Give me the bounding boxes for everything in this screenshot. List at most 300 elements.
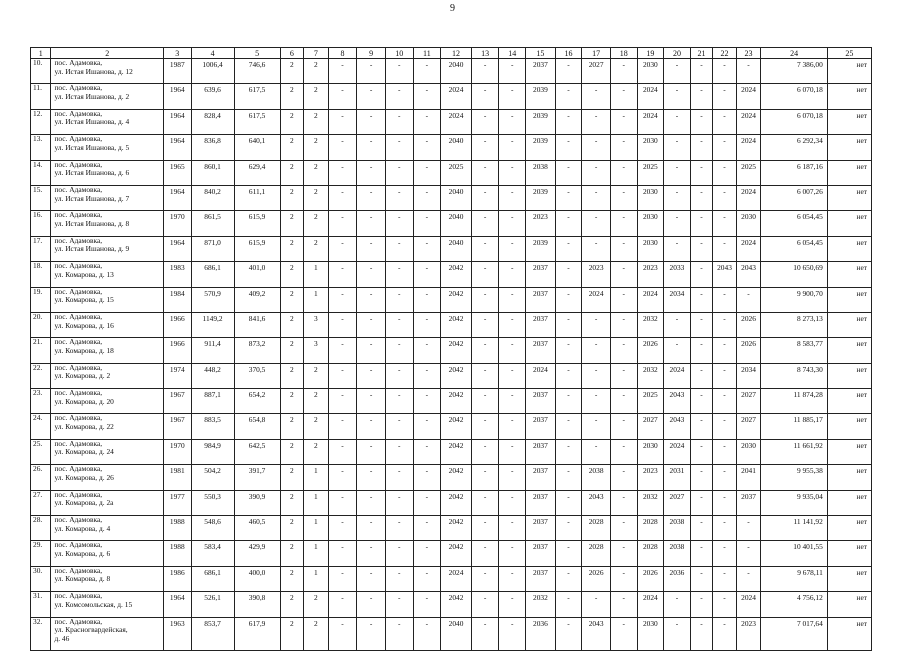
address-cell: [51, 312, 164, 337]
row-number: 24.: [31, 414, 51, 439]
value-cell-col-18: -: [610, 566, 637, 591]
value-cell-col-14: -: [499, 439, 526, 464]
value-cell-col-16: -: [555, 338, 582, 363]
value-cell-col-4: 836,8: [191, 135, 234, 160]
value-cell-col-15: 2038: [526, 160, 556, 185]
address-cell: [51, 516, 164, 541]
value-cell-col-20: -: [664, 211, 691, 236]
status-cell: нет: [827, 160, 871, 185]
value-cell-col-14: -: [499, 541, 526, 566]
value-cell-col-12: 2040: [441, 236, 472, 261]
value-cell-col-22: -: [713, 84, 737, 109]
value-cell-col-12: 2042: [441, 592, 472, 617]
value-cell-col-14: -: [499, 363, 526, 388]
value-cell-col-15: 2037: [526, 414, 556, 439]
value-cell-col-11: -: [413, 363, 441, 388]
value-cell-col-6: 2: [280, 541, 304, 566]
table-row: [31, 312, 872, 337]
value-cell-col-14: -: [499, 465, 526, 490]
value-cell-col-3: 1981: [163, 465, 191, 490]
value-cell-col-15: 2039: [526, 236, 556, 261]
value-cell-col-22: -: [713, 338, 737, 363]
value-cell-col-21: -: [690, 312, 713, 337]
value-cell-col-11: -: [413, 185, 441, 210]
value-cell-col-16: -: [555, 84, 582, 109]
address-line: пос. Адамовка,: [54, 83, 103, 93]
column-number-9: 9: [357, 48, 386, 59]
value-cell-col-11: -: [413, 109, 441, 134]
value-cell-col-7: 2: [304, 160, 329, 185]
address-line: пос. Адамовка,: [54, 388, 103, 398]
value-cell-col-9: -: [357, 160, 386, 185]
value-cell-col-3: 1988: [163, 516, 191, 541]
row-number: 18.: [31, 262, 51, 287]
table-row: [31, 541, 872, 566]
value-cell-col-7: 3: [304, 338, 329, 363]
value-cell-col-9: -: [357, 414, 386, 439]
value-cell-col-10: -: [385, 490, 413, 515]
value-cell-col-22: -: [713, 439, 737, 464]
value-cell-col-16: -: [555, 236, 582, 261]
value-cell-col-15: 2037: [526, 566, 556, 591]
address-cell: [51, 439, 164, 464]
value-cell-col-17: 2023: [582, 262, 611, 287]
value-cell-col-8: -: [328, 389, 357, 414]
value-cell-col-7: 2: [304, 59, 329, 84]
value-cell-col-11: -: [413, 566, 441, 591]
address-line: ул. Комарова, д. 15: [54, 295, 114, 305]
value-cell-col-15: 2037: [526, 59, 556, 84]
value-cell-col-23: 2041: [736, 465, 761, 490]
value-cell-col-11: -: [413, 211, 441, 236]
cost-cell: 8 273,13: [761, 312, 828, 337]
value-cell-col-12: 2040: [441, 135, 472, 160]
value-cell-col-11: -: [413, 541, 441, 566]
value-cell-col-18: -: [610, 135, 637, 160]
value-cell-col-4: 887,1: [191, 389, 234, 414]
value-cell-col-3: 1967: [163, 414, 191, 439]
value-cell-col-19: 2024: [637, 592, 664, 617]
value-cell-col-17: -: [582, 338, 611, 363]
row-number: 25.: [31, 439, 51, 464]
value-cell-col-9: -: [357, 439, 386, 464]
table-row: [31, 465, 872, 490]
column-number-13: 13: [471, 48, 499, 59]
value-cell-col-19: 2024: [637, 109, 664, 134]
value-cell-col-10: -: [385, 185, 413, 210]
value-cell-col-7: 3: [304, 312, 329, 337]
value-cell-col-19: 2025: [637, 389, 664, 414]
value-cell-col-18: -: [610, 592, 637, 617]
status-cell: нет: [827, 389, 871, 414]
cost-cell: 6 054,45: [761, 211, 828, 236]
value-cell-col-18: -: [610, 541, 637, 566]
value-cell-col-12: 2042: [441, 312, 472, 337]
value-cell-col-21: -: [690, 516, 713, 541]
value-cell-col-21: -: [690, 59, 713, 84]
cost-cell: 11 874,28: [761, 389, 828, 414]
value-cell-col-23: -: [736, 541, 761, 566]
value-cell-col-14: -: [499, 414, 526, 439]
value-cell-col-17: -: [582, 414, 611, 439]
value-cell-col-20: 2038: [664, 516, 691, 541]
value-cell-col-5: 391,7: [234, 465, 280, 490]
value-cell-col-16: -: [555, 490, 582, 515]
value-cell-col-15: 2024: [526, 363, 556, 388]
value-cell-col-16: -: [555, 389, 582, 414]
table-row: [31, 287, 872, 312]
value-cell-col-15: 2039: [526, 135, 556, 160]
value-cell-col-23: 2024: [736, 592, 761, 617]
value-cell-col-12: 2024: [441, 566, 472, 591]
cost-cell: 6 292,34: [761, 135, 828, 160]
column-number-11: 11: [413, 48, 441, 59]
address-cell: [51, 566, 164, 591]
value-cell-col-8: -: [328, 566, 357, 591]
value-cell-col-13: -: [471, 363, 499, 388]
address-cell: [51, 541, 164, 566]
value-cell-col-12: 2042: [441, 363, 472, 388]
address-line: ул. Истая Ишанова, д. 7: [54, 193, 130, 203]
value-cell-col-9: -: [357, 592, 386, 617]
value-cell-col-10: -: [385, 338, 413, 363]
housing-repair-table: [30, 47, 872, 651]
value-cell-col-17: 2024: [582, 287, 611, 312]
address-line: пос. Адамовка,: [54, 185, 103, 194]
address-line: ул. Истая Ишанова, д. 6: [54, 168, 130, 178]
value-cell-col-6: 2: [280, 262, 304, 287]
value-cell-col-15: 2037: [526, 338, 556, 363]
value-cell-col-22: -: [713, 287, 737, 312]
value-cell-col-3: 1970: [163, 211, 191, 236]
value-cell-col-12: 2042: [441, 338, 472, 363]
value-cell-col-18: -: [610, 516, 637, 541]
value-cell-col-6: 2: [280, 185, 304, 210]
value-cell-col-9: -: [357, 236, 386, 261]
value-cell-col-14: -: [499, 109, 526, 134]
value-cell-col-8: -: [328, 414, 357, 439]
address-line: ул. Комарова, д. 13: [54, 269, 114, 279]
value-cell-col-4: 883,5: [191, 414, 234, 439]
value-cell-col-3: 1970: [163, 439, 191, 464]
row-number: 23.: [31, 389, 51, 414]
value-cell-col-3: 1986: [163, 566, 191, 591]
column-number-12: 12: [441, 48, 472, 59]
value-cell-col-8: -: [328, 287, 357, 312]
value-cell-col-20: -: [664, 160, 691, 185]
value-cell-col-6: 2: [280, 439, 304, 464]
row-number: 26.: [31, 465, 51, 490]
address-line: ул. Истая Ишанова, д. 2: [54, 91, 130, 101]
column-number-10: 10: [385, 48, 413, 59]
value-cell-col-17: -: [582, 312, 611, 337]
value-cell-col-15: 2037: [526, 465, 556, 490]
table-row: [31, 414, 872, 439]
value-cell-col-7: 1: [304, 465, 329, 490]
value-cell-col-21: -: [690, 617, 713, 650]
value-cell-col-19: 2030: [637, 211, 664, 236]
value-cell-col-22: -: [713, 490, 737, 515]
value-cell-col-8: -: [328, 312, 357, 337]
value-cell-col-23: 2024: [736, 185, 761, 210]
value-cell-col-4: 1149,2: [191, 312, 234, 337]
value-cell-col-14: -: [499, 338, 526, 363]
address-line: д. 46: [54, 633, 70, 643]
column-number-22: 22: [713, 48, 737, 59]
value-cell-col-12: 2040: [441, 617, 472, 650]
value-cell-col-17: 2043: [582, 617, 611, 650]
value-cell-col-13: -: [471, 59, 499, 84]
value-cell-col-18: -: [610, 185, 637, 210]
status-cell: нет: [827, 211, 871, 236]
value-cell-col-13: -: [471, 185, 499, 210]
value-cell-col-11: -: [413, 592, 441, 617]
value-cell-col-21: -: [690, 84, 713, 109]
value-cell-col-10: -: [385, 541, 413, 566]
value-cell-col-16: -: [555, 312, 582, 337]
value-cell-col-23: 2037: [736, 490, 761, 515]
row-number: 19.: [31, 287, 51, 312]
value-cell-col-10: -: [385, 109, 413, 134]
value-cell-col-6: 2: [280, 135, 304, 160]
address-cell: [51, 84, 164, 109]
value-cell-col-4: 550,3: [191, 490, 234, 515]
value-cell-col-6: 2: [280, 465, 304, 490]
value-cell-col-8: -: [328, 84, 357, 109]
value-cell-col-19: 2028: [637, 541, 664, 566]
value-cell-col-23: 2027: [736, 414, 761, 439]
value-cell-col-5: 617,5: [234, 109, 280, 134]
value-cell-col-19: 2030: [637, 135, 664, 160]
column-number-25: 25: [827, 48, 871, 59]
value-cell-col-16: -: [555, 262, 582, 287]
value-cell-col-4: 984,9: [191, 439, 234, 464]
value-cell-col-11: -: [413, 59, 441, 84]
value-cell-col-19: 2030: [637, 185, 664, 210]
table-row: [31, 389, 872, 414]
value-cell-col-18: -: [610, 109, 637, 134]
cost-cell: 7 386,00: [761, 59, 828, 84]
value-cell-col-22: -: [713, 312, 737, 337]
value-cell-col-10: -: [385, 516, 413, 541]
value-cell-col-8: -: [328, 363, 357, 388]
value-cell-col-16: -: [555, 135, 582, 160]
value-cell-col-9: -: [357, 84, 386, 109]
value-cell-col-3: 1987: [163, 59, 191, 84]
value-cell-col-8: -: [328, 465, 357, 490]
address-line: ул. Комарова, д. 24: [54, 447, 114, 457]
address-line: пос. Адамовка,: [54, 312, 103, 321]
column-number-4: 4: [191, 48, 234, 59]
value-cell-col-15: 2037: [526, 287, 556, 312]
value-cell-col-19: 2032: [637, 312, 664, 337]
value-cell-col-6: 2: [280, 516, 304, 541]
table-row: [31, 592, 872, 617]
value-cell-col-19: 2023: [637, 465, 664, 490]
value-cell-col-21: -: [690, 287, 713, 312]
value-cell-col-6: 2: [280, 84, 304, 109]
value-cell-col-6: 2: [280, 109, 304, 134]
row-number: 30.: [31, 566, 51, 591]
address-line: пос. Адамовка,: [54, 261, 103, 271]
value-cell-col-19: 2030: [637, 59, 664, 84]
value-cell-col-22: -: [713, 414, 737, 439]
value-cell-col-19: 2024: [637, 287, 664, 312]
address-cell: [51, 109, 164, 134]
value-cell-col-4: 871,0: [191, 236, 234, 261]
row-number: 17.: [31, 236, 51, 261]
cost-cell: 11 141,92: [761, 516, 828, 541]
row-number: 12.: [31, 109, 51, 134]
value-cell-col-7: 1: [304, 516, 329, 541]
value-cell-col-3: 1965: [163, 160, 191, 185]
value-cell-col-8: -: [328, 617, 357, 650]
status-cell: нет: [827, 541, 871, 566]
value-cell-col-3: 1977: [163, 490, 191, 515]
table-row: [31, 236, 872, 261]
value-cell-col-5: 841,6: [234, 312, 280, 337]
value-cell-col-19: 2028: [637, 516, 664, 541]
address-cell: [51, 59, 164, 84]
value-cell-col-10: -: [385, 160, 413, 185]
row-number: 27.: [31, 490, 51, 515]
value-cell-col-20: 2024: [664, 363, 691, 388]
value-cell-col-11: -: [413, 617, 441, 650]
value-cell-col-13: -: [471, 541, 499, 566]
value-cell-col-17: -: [582, 363, 611, 388]
value-cell-col-19: 2032: [637, 363, 664, 388]
value-cell-col-18: -: [610, 465, 637, 490]
value-cell-col-7: 2: [304, 236, 329, 261]
column-number-23: 23: [736, 48, 761, 59]
address-line: ул. Комарова, д. 20: [54, 396, 114, 406]
value-cell-col-13: -: [471, 211, 499, 236]
address-cell: [51, 592, 164, 617]
value-cell-col-9: -: [357, 211, 386, 236]
value-cell-col-18: -: [610, 211, 637, 236]
value-cell-col-4: 548,6: [191, 516, 234, 541]
value-cell-col-18: -: [610, 160, 637, 185]
value-cell-col-7: 2: [304, 84, 329, 109]
value-cell-col-13: -: [471, 338, 499, 363]
value-cell-col-4: 686,1: [191, 262, 234, 287]
value-cell-col-4: 504,2: [191, 465, 234, 490]
row-number: 10.: [31, 59, 51, 84]
value-cell-col-21: -: [690, 363, 713, 388]
value-cell-col-5: 873,2: [234, 338, 280, 363]
address-line: пос. Адамовка,: [54, 363, 103, 372]
value-cell-col-5: 611,1: [234, 185, 280, 210]
value-cell-col-7: 1: [304, 541, 329, 566]
address-line: пос. Адамовка,: [54, 287, 103, 296]
value-cell-col-3: 1963: [163, 617, 191, 650]
value-cell-col-23: 2030: [736, 439, 761, 464]
value-cell-col-11: -: [413, 312, 441, 337]
value-cell-col-5: 460,5: [234, 516, 280, 541]
address-cell: [51, 389, 164, 414]
value-cell-col-23: 2025: [736, 160, 761, 185]
value-cell-col-8: -: [328, 516, 357, 541]
value-cell-col-11: -: [413, 262, 441, 287]
address-line: пос. Адамовка,: [54, 617, 103, 626]
cost-cell: 6 054,45: [761, 236, 828, 261]
value-cell-col-3: 1974: [163, 363, 191, 388]
column-number-7: 7: [304, 48, 329, 59]
value-cell-col-9: -: [357, 135, 386, 160]
value-cell-col-15: 2039: [526, 185, 556, 210]
row-number: 15.: [31, 185, 51, 210]
value-cell-col-20: -: [664, 135, 691, 160]
column-number-1: 1: [31, 48, 51, 59]
value-cell-col-8: -: [328, 185, 357, 210]
cost-cell: 11 661,92: [761, 439, 828, 464]
value-cell-col-14: -: [499, 211, 526, 236]
value-cell-col-17: -: [582, 236, 611, 261]
value-cell-col-8: -: [328, 59, 357, 84]
address-line: пос. Адамовка,: [54, 515, 103, 525]
value-cell-col-21: -: [690, 160, 713, 185]
value-cell-col-15: 2037: [526, 541, 556, 566]
table-row: [31, 338, 872, 363]
value-cell-col-20: 2024: [664, 439, 691, 464]
value-cell-col-6: 2: [280, 363, 304, 388]
value-cell-col-11: -: [413, 414, 441, 439]
column-number-8: 8: [328, 48, 357, 59]
table-row: [31, 59, 872, 84]
value-cell-col-3: 1964: [163, 84, 191, 109]
address-line: ул. Комарова, д. 6: [54, 549, 111, 559]
address-line: ул. Комарова, д. 16: [54, 320, 114, 330]
address-line: пос. Адамовка,: [54, 413, 103, 423]
address-line: пос. Адамовка,: [54, 337, 103, 347]
value-cell-col-4: 639,6: [191, 84, 234, 109]
value-cell-col-13: -: [471, 592, 499, 617]
value-cell-col-7: 2: [304, 389, 329, 414]
value-cell-col-10: -: [385, 617, 413, 650]
value-cell-col-11: -: [413, 338, 441, 363]
value-cell-col-6: 2: [280, 389, 304, 414]
value-cell-col-16: -: [555, 439, 582, 464]
value-cell-col-10: -: [385, 465, 413, 490]
status-cell: нет: [827, 236, 871, 261]
cost-cell: 9 900,70: [761, 287, 828, 312]
value-cell-col-10: -: [385, 566, 413, 591]
value-cell-col-23: 2026: [736, 312, 761, 337]
status-cell: нет: [827, 185, 871, 210]
column-number-5: 5: [234, 48, 280, 59]
value-cell-col-19: 2025: [637, 160, 664, 185]
value-cell-col-23: 2023: [736, 617, 761, 650]
value-cell-col-21: -: [690, 592, 713, 617]
value-cell-col-22: -: [713, 211, 737, 236]
value-cell-col-18: -: [610, 490, 637, 515]
value-cell-col-20: -: [664, 617, 691, 650]
column-number-14: 14: [499, 48, 526, 59]
value-cell-col-4: 911,4: [191, 338, 234, 363]
row-number: 16.: [31, 211, 51, 236]
value-cell-col-9: -: [357, 363, 386, 388]
value-cell-col-18: -: [610, 236, 637, 261]
header-row: [31, 48, 872, 59]
value-cell-col-13: -: [471, 312, 499, 337]
value-cell-col-13: -: [471, 414, 499, 439]
column-number-16: 16: [555, 48, 582, 59]
value-cell-col-3: 1964: [163, 236, 191, 261]
value-cell-col-12: 2042: [441, 465, 472, 490]
value-cell-col-13: -: [471, 160, 499, 185]
value-cell-col-13: -: [471, 617, 499, 650]
value-cell-col-17: -: [582, 439, 611, 464]
